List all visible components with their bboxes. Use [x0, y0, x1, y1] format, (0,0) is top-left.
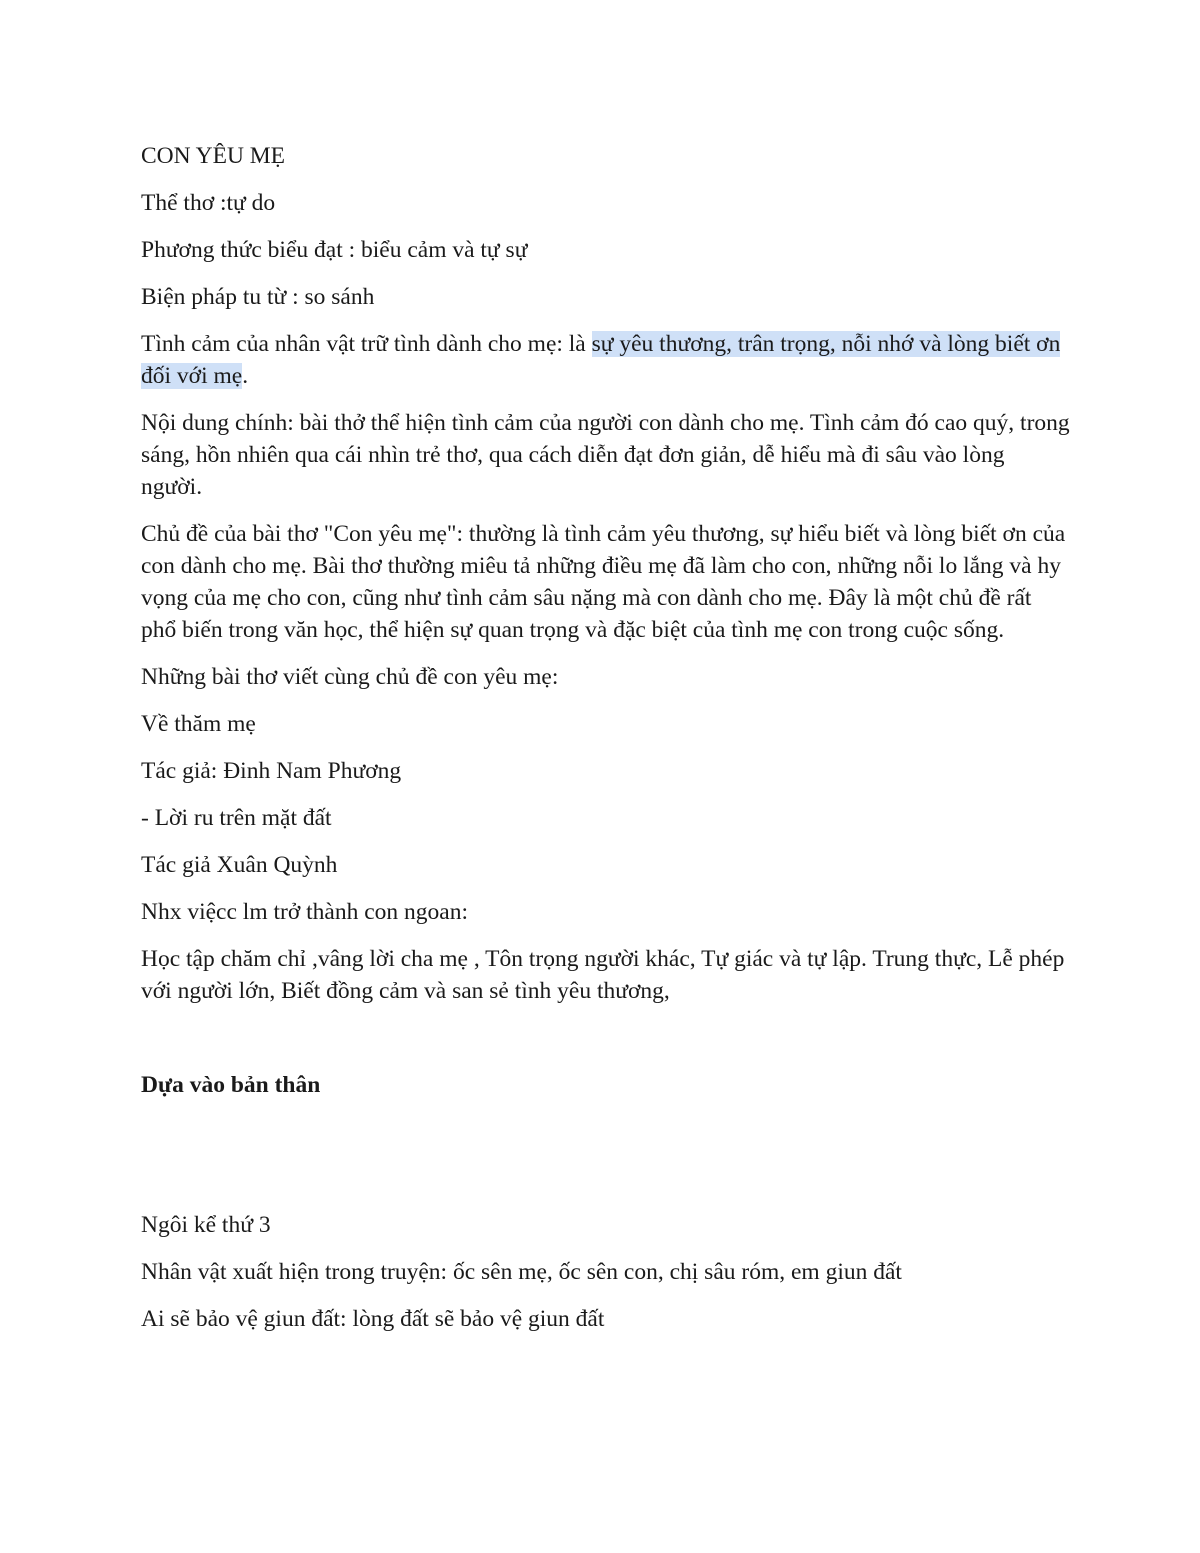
dua-vao-heading: Dựa vào bản thân	[141, 1072, 321, 1098]
nhung-bai-tho-heading: Những bài thơ viết cùng chủ đề con yêu mẹ:	[141, 664, 559, 690]
poem-2-title: - Lời ru trên mặt đất	[141, 805, 332, 831]
selected-text-highlight[interactable]: sự yêu thương, trân trọng, nỗi nhớ và lòng biết ơn đối với mẹ	[141, 331, 1061, 389]
poem-1-title: Về thăm mẹ	[141, 711, 256, 737]
ngoi-ke-line: Ngôi kể thứ 3	[141, 1212, 271, 1238]
document-body	[141, 140, 1071, 1350]
phuong-thuc-line: Phương thức biểu đạt : biểu cảm và tự sự	[141, 237, 528, 263]
the-tho-line: Thể thơ :tự do	[141, 190, 276, 216]
poem-2-author: Tác giả Xuân Quỳnh	[141, 852, 338, 878]
tinh-cam-end: .	[242, 363, 249, 389]
document-title: CON YÊU MẸ	[141, 143, 286, 169]
viec-lam-heading: Nhx việcc lm trở thành con ngoan:	[141, 899, 468, 925]
ai-bao-ve-line: Ai sẽ bảo vệ giun đất: lòng đất sẽ bảo vệ giun đất	[141, 1306, 605, 1332]
chu-de-paragraph: Chủ đề của bài thơ "Con yêu mẹ": thường là tình cảm yêu thương, sự hiểu biết và lòng biết ơn của con dành cho mẹ. Bài thơ thường miêu tả những điều mẹ đã làm cho con, những nỗi lo lắng và hy vọng của mẹ cho con, cũng như tình cảm sâu nặng mà con dành cho mẹ. Đây là một chủ đề rất phổ biến trong văn học, thể hiện sự quan trọng và đặc biệt của tình mẹ con trong cuộc sống.	[141, 521, 1066, 643]
viec-lam-list: Học tập chăm chỉ ,vâng lời cha mẹ , Tôn trọng người khác, Tự giác và tự lập. Trung thực, Lễ phép với người lớn, Biết đồng cảm và san sẻ tình yêu thương,	[141, 946, 1065, 1004]
tinh-cam-intro: Tình cảm của nhân vật trữ tình dành cho mẹ: là	[141, 331, 592, 357]
nhan-vat-line: Nhân vật xuất hiện trong truyện: ốc sên mẹ, ốc sên con, chị sâu róm, em giun đất	[141, 1259, 902, 1285]
bien-phap-line: Biện pháp tu từ : so sánh	[141, 284, 375, 310]
tinh-cam-paragraph	[141, 328, 1071, 392]
poem-1-author: Tác giả: Đinh Nam Phương	[141, 758, 402, 784]
noi-dung-paragraph: Nội dung chính: bài thở thể hiện tình cảm của người con dành cho mẹ. Tình cảm đó cao quý, trong sáng, hồn nhiên qua cái nhìn trẻ thơ, qua cách diễn đạt đơn giản, dễ hiểu mà đi sâu vào lòng người.	[141, 410, 1070, 500]
